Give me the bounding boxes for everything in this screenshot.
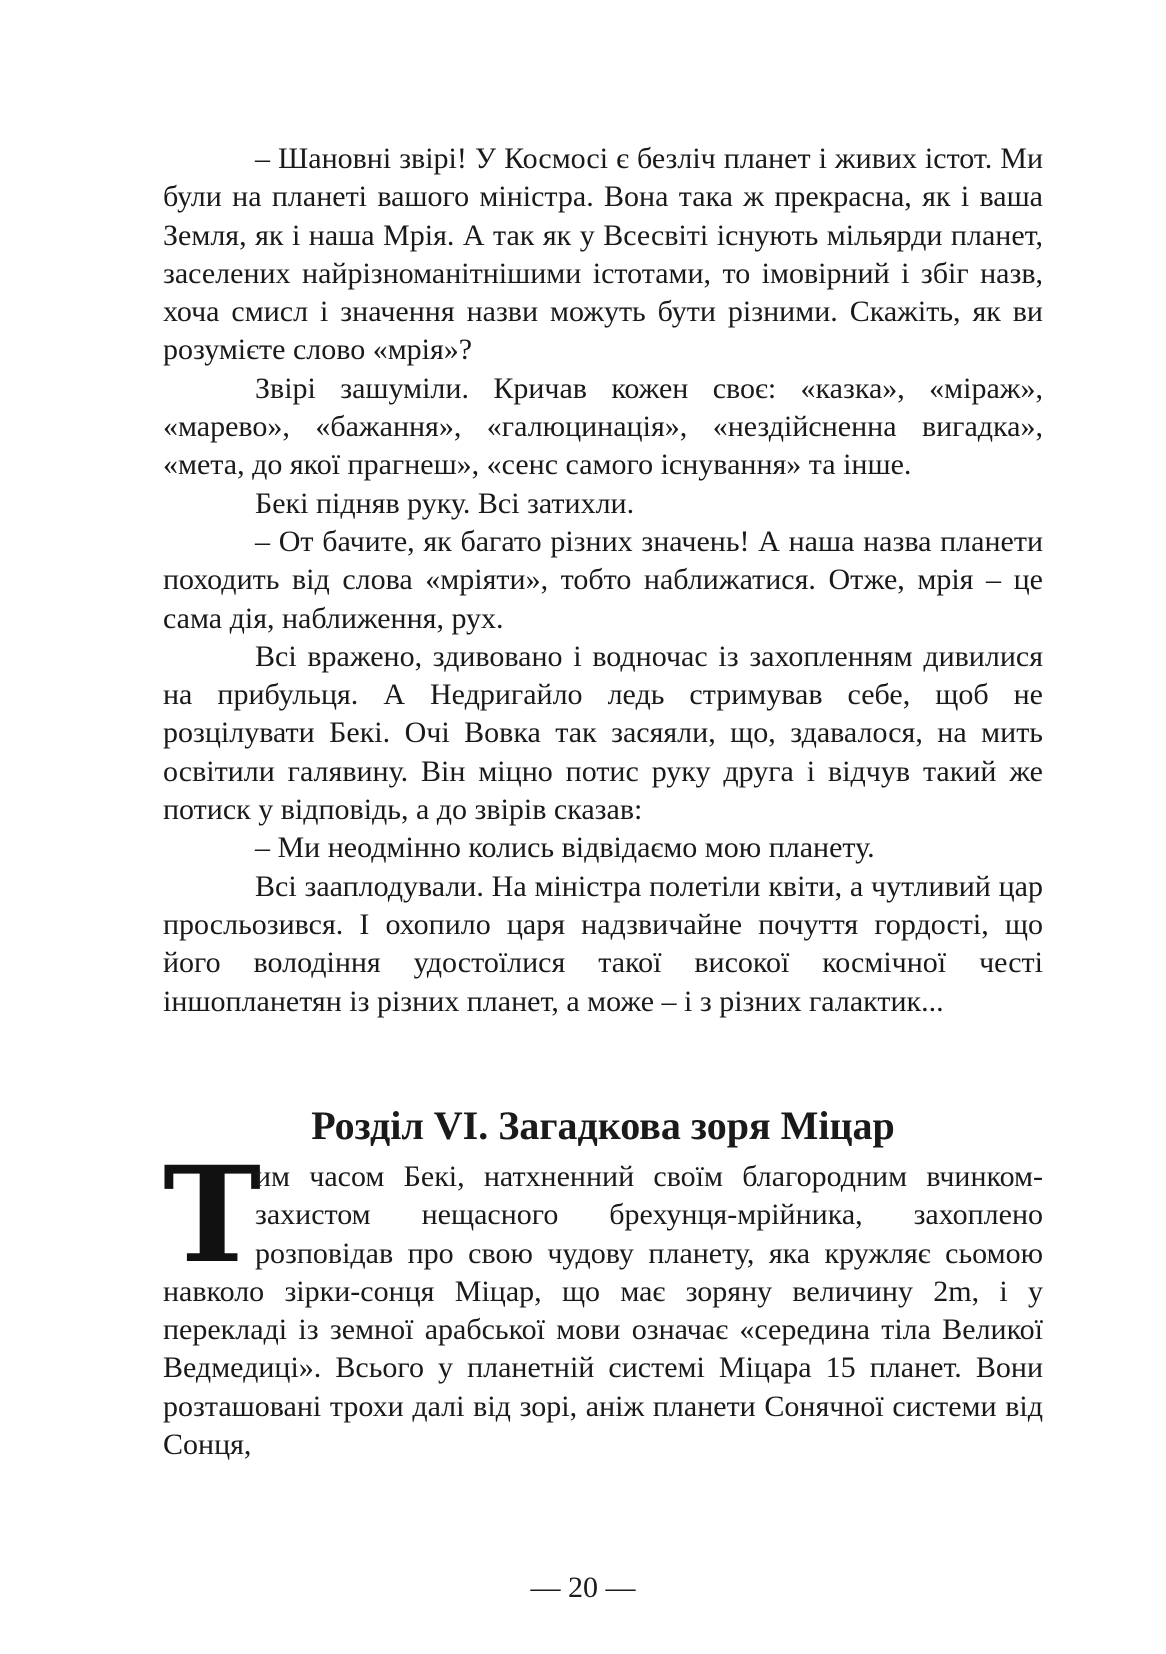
drop-cap: Т (163, 1138, 262, 1293)
chapter-title: Розділ VI. Загадкова зоря Міцар (311, 1103, 895, 1148)
chapter-text: им часом Бекі, натхненний своїм благородним вчинком-захистом нещасного брехунця-мрійника, захоплено розповідав про свою чудову планету, яка кружляє сьомою навколо зірки-сонця Міцар, що має зоряну величину 2m, і у перекладі із земної арабської мови означає «середина тіла Великої Ведмедиці». Всього у планетній системі Міцара 15 планет. Вони розташовані трохи далі від зорі, аніж планети Сонячної системи від Сонця, (163, 1160, 1043, 1462)
paragraph: Всі вражено, здивовано і водночас із захопленням дивилися на прибульця. А Недригайло ледь стримував себе, щоб не розцілувати Бекі. Очі Вовка так засяяли, що, здавалося, на мить освітили галявину. Він міцно потис руку друга і відчув такий же потиск у відповідь, а до звірів сказав: (163, 639, 1043, 827)
page-number: — 20 — (530, 1571, 636, 1604)
body-text (163, 140, 1043, 1021)
paragraph: Бекі підняв руку. Всі затихли. (255, 486, 635, 520)
paragraph: – Шановні звірі! У Космосі є безліч планет і живих істот. Ми були на планеті вашого міністра. Вона така ж прекрасна, як і ваша Земля, як і наша Мрія. А так як у Всесвіті існують мільярди планет, заселених найрізноманітнішими істотами, то імовірний і збіг назв, хоча смисл і значення назви можуть бути різними. Скажіть, як ви розумієте слово «мрія»? (163, 142, 1043, 367)
paragraph: Звірі зашуміли. Кричав кожен своє: «казка», «міраж», «марево», «бажання», «галюцинація», «нездійсненна вигадка», «мета, до якої прагнеш», «сенс самого існування» та інше. (163, 371, 1043, 482)
paragraph: Всі зааплодували. На міністра полетіли квіти, а чутливий цар просльозився. І охопило царя надзвичайне почуття гордості, що його володіння удостоїлися такої високої космічної честі іншопланетян із різних планет, а може – і з різних галактик... (163, 869, 1043, 1018)
paragraph: – От бачите, як багато різних значень! А наша назва планети походить від слова «мріяти», тобто наближатися. Отже, мрія – це сама дія, наближення, рух. (163, 524, 1043, 635)
paragraph: – Ми неодмінно колись відвідаємо мою планету. (255, 831, 875, 865)
chapter-paragraph (163, 1138, 1043, 1464)
chapter-body (163, 1138, 1043, 1464)
